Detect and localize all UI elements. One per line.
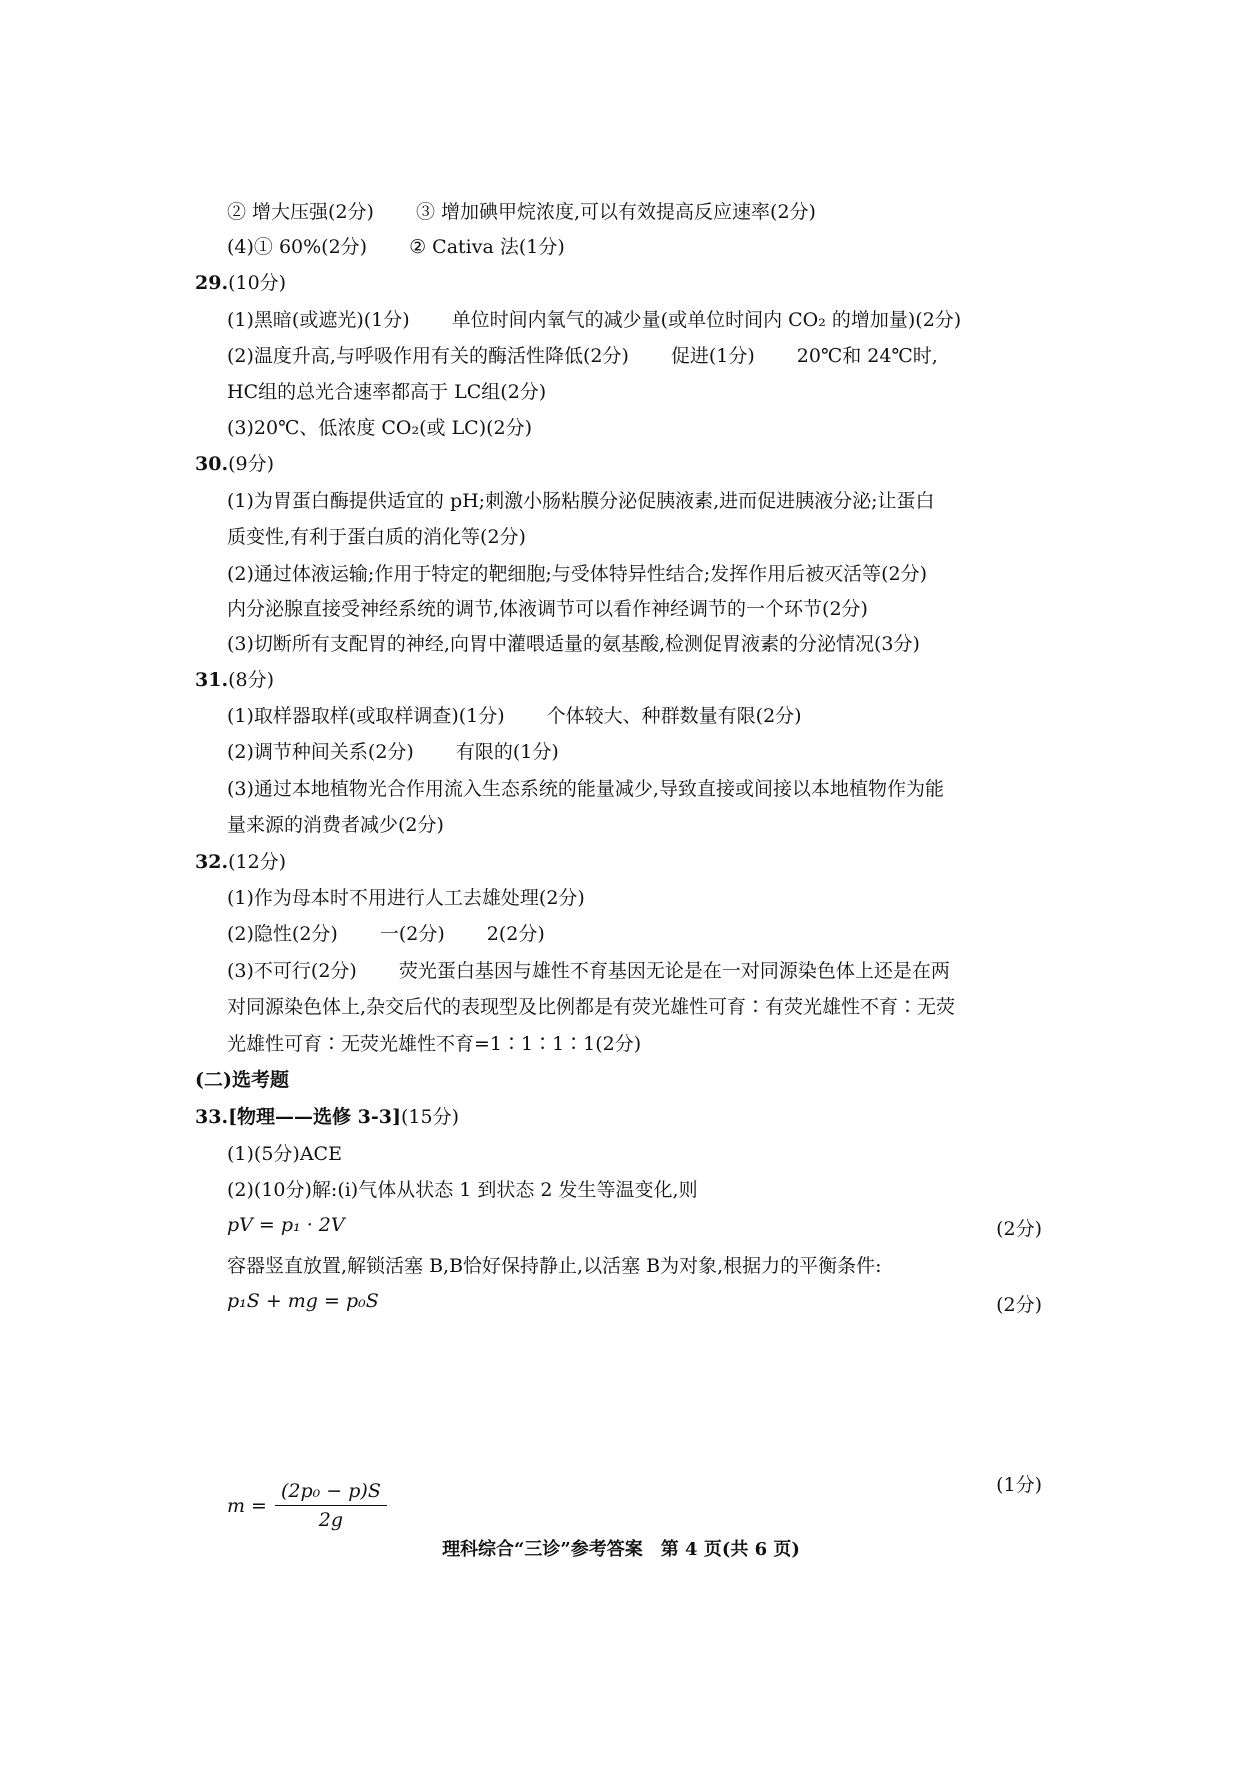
answer-text: (4)① 60%(2分) xyxy=(227,236,368,258)
answer-text: 个体较大、种群数量有限(2分) xyxy=(546,705,802,727)
equation-1: pV = p₁ · 2V xyxy=(227,1214,345,1236)
section-heading xyxy=(195,1066,1042,1094)
answer-text: 一(2分) xyxy=(379,923,445,945)
answer-line xyxy=(227,993,1042,1021)
answer-text: (3)20℃、低浓度 CO₂(或 LC)(2分) xyxy=(227,417,533,439)
question-heading-31 xyxy=(195,666,1042,694)
answer-text: 内分泌腺直接受神经系统的调节,体液调节可以看作神经调节的一个环节(2分) xyxy=(227,598,868,620)
answer-text: 对同源染色体上,杂交后代的表现型及比例都是有荧光雄性可育∶有荧光雄性不育∶无荧 xyxy=(227,996,956,1018)
answer-text: 2(2分) xyxy=(486,923,545,945)
answer-text: 光雄性可育∶无荧光雄性不育=1∶1∶1∶1(2分) xyxy=(227,1033,642,1055)
answer-text: 20℃和 24℃时, xyxy=(796,345,938,367)
question-points: (12分) xyxy=(228,851,287,873)
answer-line xyxy=(227,1176,1042,1204)
question-points: (10分) xyxy=(228,272,287,294)
answer-line xyxy=(227,738,1042,766)
answer-line xyxy=(227,595,1042,623)
answer-text: HC组的总光合速率都高于 LC组(2分) xyxy=(227,381,547,403)
answer-text: (1)为胃蛋白酶提供适宜的 pH;刺激小肠粘膜分泌促胰液素,进而促进胰液分泌;让蛋白 xyxy=(227,490,935,512)
answer-text: (1)黑暗(或遮光)(1分) xyxy=(227,309,410,331)
fraction-denominator: 2g xyxy=(318,1509,344,1531)
question-heading-30 xyxy=(195,450,1042,478)
answer-line xyxy=(227,811,1042,839)
answer-line xyxy=(227,306,1042,334)
question-points: (15分) xyxy=(400,1106,459,1128)
answer-text: ② 增大压强(2分) xyxy=(227,201,374,223)
answer-line xyxy=(227,630,1042,658)
answer-text: 荧光蛋白基因与雄性不育基因无论是在一对同源染色体上还是在两 xyxy=(398,960,950,982)
equation-2: p₁S + mg = p₀S xyxy=(227,1290,379,1312)
equation-score: (1分) xyxy=(996,1474,1042,1496)
answer-line xyxy=(227,1140,1042,1168)
answer-line xyxy=(227,920,1042,948)
answer-line xyxy=(227,884,1042,912)
fraction xyxy=(275,1480,387,1531)
answer-line xyxy=(227,414,1042,442)
answer-text: (3)不可行(2分) xyxy=(227,960,357,982)
answer-text: (1)取样器取样(或取样调查)(1分) xyxy=(227,705,505,727)
answer-text: ② Cativa 法(1分) xyxy=(409,236,565,258)
question-points: (8分) xyxy=(228,669,274,691)
answer-text: 促进(1分) xyxy=(670,345,755,367)
answer-text: (2)通过体液运输;作用于特定的靶细胞;与受体特异性结合;发挥作用后被灭活等(2分) xyxy=(227,563,928,585)
question-number: 29. xyxy=(195,272,229,294)
answer-text: 量来源的消费者减少(2分) xyxy=(227,814,444,836)
question-number: 30. xyxy=(195,453,229,475)
answer-line xyxy=(227,957,1042,985)
answer-line xyxy=(227,342,1042,370)
answer-text: 有限的(1分) xyxy=(455,741,559,763)
answer-line xyxy=(227,560,1042,588)
answer-text: (2)温度升高,与呼吸作用有关的酶活性降低(2分) xyxy=(227,345,629,367)
answer-text: 单位时间内氧气的减少量(或单位时间内 CO₂ 的增加量)(2分) xyxy=(451,309,962,331)
equation-score: (2分) xyxy=(996,1218,1042,1240)
answer-text: (1)(5分)ACE xyxy=(227,1143,342,1165)
question-heading-33 xyxy=(195,1103,1042,1131)
fraction-numerator: (2p₀ − p)S xyxy=(275,1480,387,1506)
answer-text: (3)通过本地植物光合作用流入生态系统的能量减少,导致直接或间接以本地植物作为能 xyxy=(227,778,944,800)
question-number: 32. xyxy=(195,851,229,873)
answer-text: (2)调节种间关系(2分) xyxy=(227,741,414,763)
answer-text: (2)隐性(2分) xyxy=(227,923,338,945)
answer-text: (2)(10分)解:(i)气体从状态 1 到状态 2 发生等温变化,则 xyxy=(227,1179,698,1201)
equation-3 xyxy=(227,1480,387,1531)
answer-text: (3)切断所有支配胃的神经,向胃中灌喂适量的氨基酸,检测促胃液素的分泌情况(3分) xyxy=(227,633,920,655)
answer-line xyxy=(227,775,1042,803)
answer-line xyxy=(227,378,1042,406)
answer-line xyxy=(227,233,1042,261)
question-points: (9分) xyxy=(228,453,274,475)
answer-text: (1)作为母本时不用进行人工去雄处理(2分) xyxy=(227,887,585,909)
answer-text: 质变性,有利于蛋白质的消化等(2分) xyxy=(227,526,526,548)
equation-score: (2分) xyxy=(996,1294,1042,1316)
question-number: 31. xyxy=(195,669,229,691)
page-footer: 理科综合“三诊”参考答案 第 4 页(共 6 页) xyxy=(442,1539,800,1560)
question-number: 33. xyxy=(195,1106,229,1128)
answer-line xyxy=(227,198,1042,226)
question-heading-32 xyxy=(195,848,1042,876)
answer-text: 容器竖直放置,解锁活塞 B,B恰好保持静止,以活塞 B为对象,根据力的平衡条件: xyxy=(227,1255,882,1277)
question-title: [物理——选修 3-3] xyxy=(228,1106,401,1128)
answer-line xyxy=(227,702,1042,730)
section-title: (二)选考题 xyxy=(195,1069,289,1091)
answer-text: ③ 增加碘甲烷浓度,可以有效提高反应速率(2分) xyxy=(415,201,816,223)
equation-lhs: m = xyxy=(227,1494,267,1517)
answer-line xyxy=(227,487,1042,515)
answer-line xyxy=(227,1252,1042,1280)
question-heading-29 xyxy=(195,269,1042,297)
answer-line xyxy=(227,523,1042,551)
answer-line xyxy=(227,1030,1042,1058)
